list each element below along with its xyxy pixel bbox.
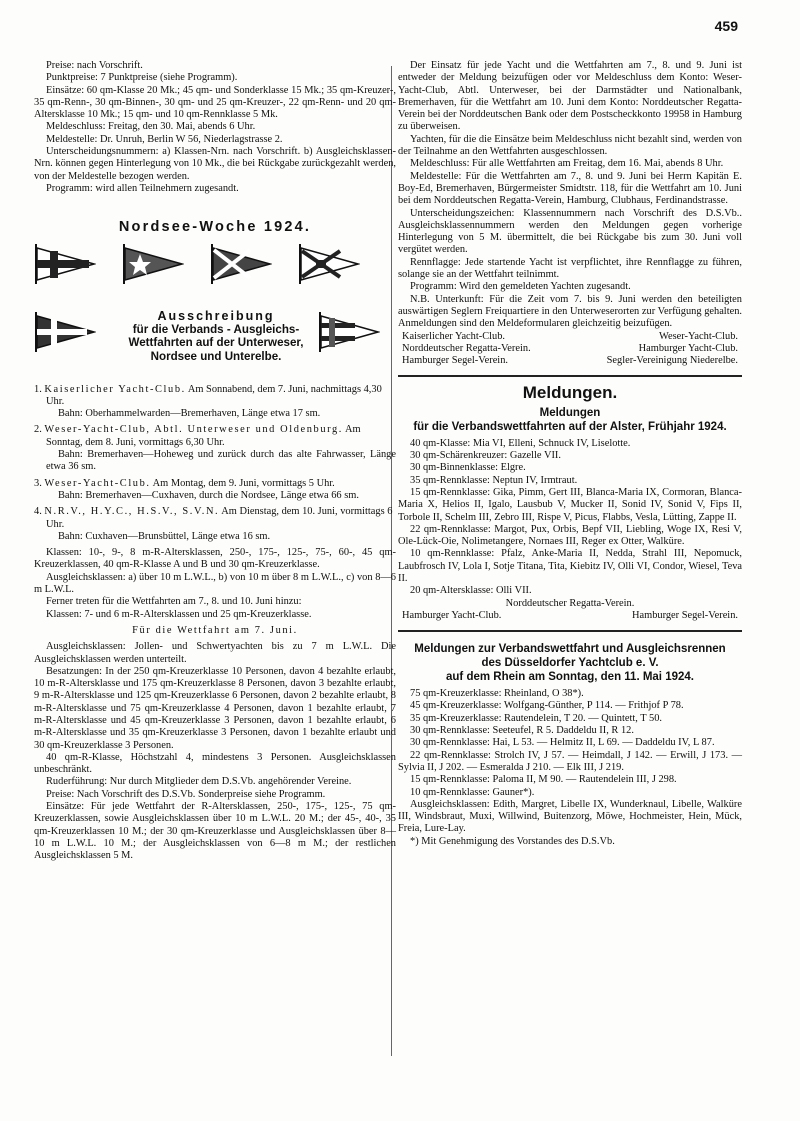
- signature: Hamburger Segel-Verein.: [402, 355, 508, 367]
- signature-row: [398, 343, 742, 355]
- left-column: [34, 60, 396, 863]
- duesseldorf-heading-3: auf dem Rhein am Sonntag, den 11. Mai 1924.: [446, 671, 694, 684]
- entry-line: 22 qm-Rennklasse: Strolch IV, J 57. — Heimdall, J 142. — Erwill, J 173. — Sylvia II, J 202. — Esmeralda J 210. — Elk III, J 219.: [398, 749, 742, 773]
- ausschreibung-subtitle-1: für die Verbands - Ausgleichs-: [132, 322, 300, 336]
- programm-paragraph: Programm: Wird den gemeldeten Yachten zugesandt.: [410, 281, 631, 293]
- signature: Hamburger Segel-Verein.: [632, 609, 738, 621]
- race-item: [34, 506, 396, 531]
- signature: Hamburger Yacht-Club.: [402, 609, 502, 621]
- page-number: 459: [714, 18, 738, 34]
- signature-row: [398, 610, 742, 622]
- race-item: [34, 424, 396, 449]
- right-column: [398, 60, 742, 848]
- section-divider: [398, 630, 742, 632]
- race-item: [34, 478, 396, 490]
- rennflagge-paragraph: Rennflagge: Jede startende Yacht ist verpflichtet, ihre Rennflagge zu führen, solange sie an der Wettfahrt teilnimmt.: [398, 256, 742, 281]
- entry-line: 30 qm-Rennklasse: Seeteufel, R 5. Daddeldu II, R 12.: [410, 725, 634, 737]
- entry-line: 10 qm-Rennklasse: Pfalz, Anke-Maria II, Nedda, Strahl III, Nepomuck, Laubfrosch IV, Lola I, Sotje Titana, Tita, Kiebitz IV, Olli VI, Condor, Wiesel, Teva II.: [398, 548, 742, 584]
- entry-line: 15 qm-Rennklasse: Gika, Pimm, Gert III, Blanca-Maria IX, Cormoran, Blanca-Maria X, Helios II, Igalo, Lausbub V, Mucker II, Sonid IV, Sonid V, Fips II, Torbole II, Schelm III, Zebro III, Rispe V, Picus, Flabbs, Vesla, Lütting, Zappe II.: [398, 486, 742, 523]
- ausgleich-paragraph: Ausgleichsklassen: a) über 10 m L.W.L., b) von 10 m über 8 m L.W.L., c) von 8—6 m L.W.L.: [34, 571, 396, 596]
- signature: Norddeutscher Regatta-Verein.: [505, 597, 635, 609]
- entry-line: 20 qm-Altersklasse: Olli VII.: [410, 585, 532, 597]
- duesseldorf-heading-2: des Düsseldorfer Yachtclub e. V.: [481, 657, 659, 670]
- entry-line: 10 qm-Rennklasse: Gauner*).: [410, 786, 535, 798]
- entry-line: 30 qm-Schärenkreuzer: Gazelle VII.: [410, 450, 561, 462]
- race-time: Am Sonnabend, dem 7. Juni, nachmittags 4,30 Uhr.: [46, 383, 382, 407]
- race-club: Weser-Yacht-Club.: [44, 477, 151, 489]
- einsaetze2-paragraph: Einsätze: Für jede Wettfahrt der R-Altersklassen, 250-, 175-, 125-, 75 qm-Kreuzerklassen, sowie Ausgleichsklassen über 10 m L.W.L. 20 M.; der 45-, 40-, 35 qm-Kreuzerklassen 10 M.; der 30 qm-Kreuzerklasse und Ausgleichsklassen über 8—10 m L.W.L. 10 M.; der Ausgleichsklassen von 6—8 m M.; der restlichen Ausgleichsklassen 5 M.: [34, 801, 396, 862]
- unterscheidung-paragraph: Unterscheidungszeichen: Klassennummern nach Vorschrift des D.S.Vb.. Ausgleichsklassennummern werden den Meldungen gegen vorherige Hinterlegung von 5 M. übermittelt, die bei Rückgabe bis zum 30. Juni voll vergütet werden.: [398, 207, 742, 256]
- ausschreibung-title: Ausschreibung: [157, 308, 275, 323]
- signature-block: [398, 331, 742, 368]
- entry-line: 15 qm-Rennklasse: Paloma II, M 90. — Rautendelein III, J 298.: [410, 774, 677, 786]
- flag-block: [34, 244, 396, 384]
- entry-line: 35 qm-Rennklasse: Neptun IV, Irmtraut.: [410, 474, 578, 486]
- ausgleich2-paragraph: Ausgleichsklassen: Jollen- und Schwertyachten bis zu 7 m L.W.L. Die Ausgleichsklassen werden unterteilt.: [34, 641, 396, 665]
- qm40-paragraph: 40 qm-R-Klasse, Höchstzahl 4, mindestens 3 Personen. Ausgleichsklassen unbeschränkt.: [34, 751, 396, 776]
- entry-line: Ausgleichsklassen: Edith, Margret, Libelle IX, Wunderknaul, Libelle, Walküre III, Windsbraut, Muxi, Willwind, Buitenzorg, Möwe, Hochmeister, Hein, Mück, Freia, Lure-Lay.: [398, 798, 742, 835]
- duesseldorf-heading-1: Meldungen zur Verbandswettfahrt und Ausgleichsrennen: [414, 643, 726, 656]
- unterkunft-paragraph: N.B. Unterkunft: Für die Zeit vom 7. bis 9. Juni werden den beteiligten auswärtigen Seglern Freiquartiere in den Unterweserorten zur Verfügung gehalten. Anmeldungen sind den Meldeformularen gleichzeitig beizufügen.: [398, 293, 742, 330]
- race-club: Kaiserlicher Yacht-Club.: [44, 383, 186, 395]
- signature-row: [398, 331, 742, 343]
- race-number: 2.: [34, 424, 42, 436]
- race-club: N.R.V., H.Y.C., H.S.V., S.V.N.: [44, 506, 220, 518]
- race-club: Weser-Yacht-Club, Abtl. Unterweser und Oldenburg.: [44, 424, 344, 436]
- race-course: Bahn: Bremerhaven—Cuxhaven, durch die Nordsee, Länge etwa 66 sm.: [58, 489, 359, 501]
- ausschreibung-subtitle-3: Nordsee und Unterelbe.: [150, 349, 282, 363]
- pennant-stripes-icon: [318, 312, 380, 352]
- pennant-cross-icon: [34, 312, 96, 352]
- ferner-paragraph: Ferner treten für die Wettfahrten am 7., 8. und 10. Juni hinzu:: [46, 596, 302, 608]
- punktpreise-paragraph: Punktpreise: 7 Punktpreise (siehe Programm).: [46, 72, 238, 84]
- unterscheidung-paragraph: Unterscheidungsnummern: a) Klassen-Nrn. nach Vorschrift. b) Ausgleichsklassen-Nrn. können gegen Hinterlegung von 10 Mk., die bei Rückgabe zurückgezahlt werden, von der Meldestelle bezogen werden.: [34, 146, 396, 182]
- klassen-paragraph: Klassen: 10-, 9-, 8 m-R-Altersklassen, 250-, 175-, 125-, 75-, 60-, 45 qm-Kreuzerklassen, 40 qm-R-Klasse A und B und 30 qm-Kreuzerklasse.: [34, 547, 396, 571]
- signature: Hamburger Yacht-Club.: [638, 342, 738, 354]
- race-time: Am Montag, dem 9. Juni, vormittags 5 Uhr.: [152, 477, 335, 489]
- yachten-paragraph: Yachten, für die die Einsätze beim Meldeschluss nicht bezahlt sind, werden von der Teilnahme an den Wettfahrten ausgeschlossen.: [398, 133, 742, 158]
- programm-paragraph: Programm: wird allen Teilnehmern zugesandt.: [46, 182, 239, 194]
- race-course: Bahn: Cuxhaven—Brunsbüttel, Länge etwa 16 sm.: [58, 530, 271, 542]
- wettfahrt-7-heading: Für die Wettfahrt am 7. Juni.: [132, 624, 298, 636]
- meldeschluss-paragraph: Meldeschluss: Freitag, den 30. Mai, abends 6 Uhr.: [46, 121, 256, 133]
- ruderfuehrung-paragraph: Ruderführung: Nur durch Mitglieder dem D.S.Vb. angehörender Vereine.: [46, 776, 352, 788]
- entry-line: 30 qm-Binnenklasse: Elgre.: [410, 462, 526, 474]
- ausschreibung-subtitle-2: Wettfahrten auf der Unterweser,: [128, 336, 304, 350]
- einsaetze-paragraph: Einsätze: 60 qm-Klasse 20 Mk.; 45 qm- und Sonderklasse 15 Mk.; 35 qm-Kreuzer-, 35 qm-Renn-, 30 qm-Binnen-, 30 qm- und 25 qm-Kreuzer-, 22 qm-Renn- und 20 qm-Altersklasse 10 Mk.; 15 qm- und 10 qm-Rennklasse 5 Mk.: [34, 84, 396, 121]
- meldestelle-paragraph: Meldestelle: Für die Wettfahrten am 7., 8. und 9. Juni bei Herrn Kapitän E. Boy-Ed, Bremerhaven, Bürgermeister Smidtstr. 118, für die Wettfahrt am 10. Juni bei dem Norddeutschen Regatta-Verein, Hamburg, Clubhaus, Ferdinandstrasse.: [398, 170, 742, 207]
- entry-line: 22 qm-Rennklasse: Margot, Pux, Orbis, Bepf VII, Liebling, Woge IX, Resi V, Ole-Lück-Oie, Nolimetangere, Nornaes III, Reger ex Otter, Walküre.: [398, 523, 742, 548]
- section-divider: [398, 375, 742, 377]
- preise-paragraph: Preise: nach Vorschrift.: [46, 60, 143, 71]
- pennant-cross-saltire-icon: [298, 244, 360, 284]
- meldungen-title: Meldungen.: [522, 383, 618, 403]
- meldungen-subtitle-2: für die Verbandswettfahrten auf der Alster, Frühjahr 1924.: [413, 420, 727, 433]
- entry-line: 40 qm-Klasse: Mia VI, Elleni, Schnuck IV, Liselotte.: [410, 437, 631, 449]
- race-number: 3.: [34, 477, 42, 489]
- signature: Kaiserlicher Yacht-Club.: [402, 330, 506, 342]
- race-list: [34, 384, 396, 544]
- besatzungen-paragraph: Besatzungen: In der 250 qm-Kreuzerklasse 10 Personen, davon 4 bezahlte erlaubt, 10 m-R-Altersklasse und 175 qm-Kreuzerklasse 8 Personen, davon 3 bezahlte erlaubt, 9 m-R-Altersklasse und 125 qm-Kreuzerklasse 6 Personen, davon 2 bezahlte erlaubt, 8 m-R-Altersklasse und 75 qm-Kreuzerklasse 4 Personen, davon 1 bezahlte erlaubt, 7 m-R-Altersklasse und 45 qm-Kreuzerklasse 3 Personen, davon 1 bezahlte erlaubt, 6 m-R-Altersklasse und 35 qm-Kreuzerklasse 3 Personen, davon 1 bezahlte erlaubt und 30 qm-Kreuzerklasse 3 Personen.: [34, 665, 396, 751]
- pennant-star-icon: [122, 244, 184, 284]
- signature-row: [398, 355, 742, 367]
- race-number: 4.: [34, 506, 42, 518]
- meldeschluss-paragraph: Meldeschluss: Für alle Wettfahrten am Freitag, dem 16. Mai, abends 8 Uhr.: [410, 158, 724, 170]
- meldestelle-paragraph: Meldestelle: Dr. Unruh, Berlin W 56, Niederlagstrasse 2.: [46, 133, 283, 145]
- meldungen-subtitle: Meldungen: [539, 406, 601, 419]
- race-item: [34, 384, 396, 409]
- klassen2-paragraph: Klassen: 7- und 6 m-R-Altersklassen und 25 qm-Kreuzerklasse.: [46, 608, 312, 620]
- race-number: 1.: [34, 383, 42, 395]
- preise2-paragraph: Preise: Nach Vorschrift des D.S.Vb. Sonderpreise siehe Programm.: [46, 788, 326, 800]
- signature: Weser-Yacht-Club.: [659, 330, 738, 342]
- einsatz-paragraph: Der Einsatz für jede Yacht und die Wettfahrten am 7., 8. und 9. Juni ist entweder der Meldung beizufügen oder vor Meldeschluss dem Konto: Weser-Yacht-Club, Abtl. Unterweser, bei der Darmstädter und Nationalbank, Bremerhaven, für die Wettfahrt am 10. Juni dem Konto: Norddeutscher Regatta-Verein bei der Norddeutschen Bank oder dem Postscheckkonto 19958 in Hamburg zu überweisen.: [398, 60, 742, 133]
- entry-line: 75 qm-Kreuzerklasse: Rheinland, O 38*).: [410, 688, 584, 700]
- entry-line: 35 qm-Kreuzerklasse: Rautendelein, T 20. — Quintett, T 50.: [410, 712, 663, 724]
- race-time: Am Dienstag, dem 10. Juni, vormittags 6 Uhr.: [46, 506, 393, 530]
- race-time: Am Sonntag, dem 8. Juni, vormittags 6,30 Uhr.: [46, 424, 361, 448]
- signature: Norddeutscher Regatta-Verein.: [402, 342, 531, 354]
- race-course: Bahn: Bremerhaven—Hoheweg und zurück durch das alte Fahrwasser, Länge etwa 36 sm.: [46, 449, 396, 473]
- footnote: *) Mit Genehmigung des Vorstandes des D.S.Vb.: [410, 835, 615, 847]
- signature: Segler-Vereinigung Niederelbe.: [606, 355, 738, 367]
- pennant-saltire-icon: [210, 244, 272, 284]
- pennant-cross-icon: [34, 244, 96, 284]
- nordsee-title: Nordsee-Woche 1924.: [118, 219, 312, 236]
- entry-line: 30 qm-Rennklasse: Hai, L 53. — Helmitz II, L 69. — Daddeldu IV, L 87.: [410, 737, 715, 749]
- entry-line: 45 qm-Kreuzerklasse: Wolfgang-Günther, P 114. — Frithjof P 78.: [410, 700, 684, 712]
- race-course: Bahn: Oberhammelwarden—Bremerhaven, Länge etwa 17 sm.: [58, 408, 321, 420]
- ausschreibung-heading: [126, 310, 306, 364]
